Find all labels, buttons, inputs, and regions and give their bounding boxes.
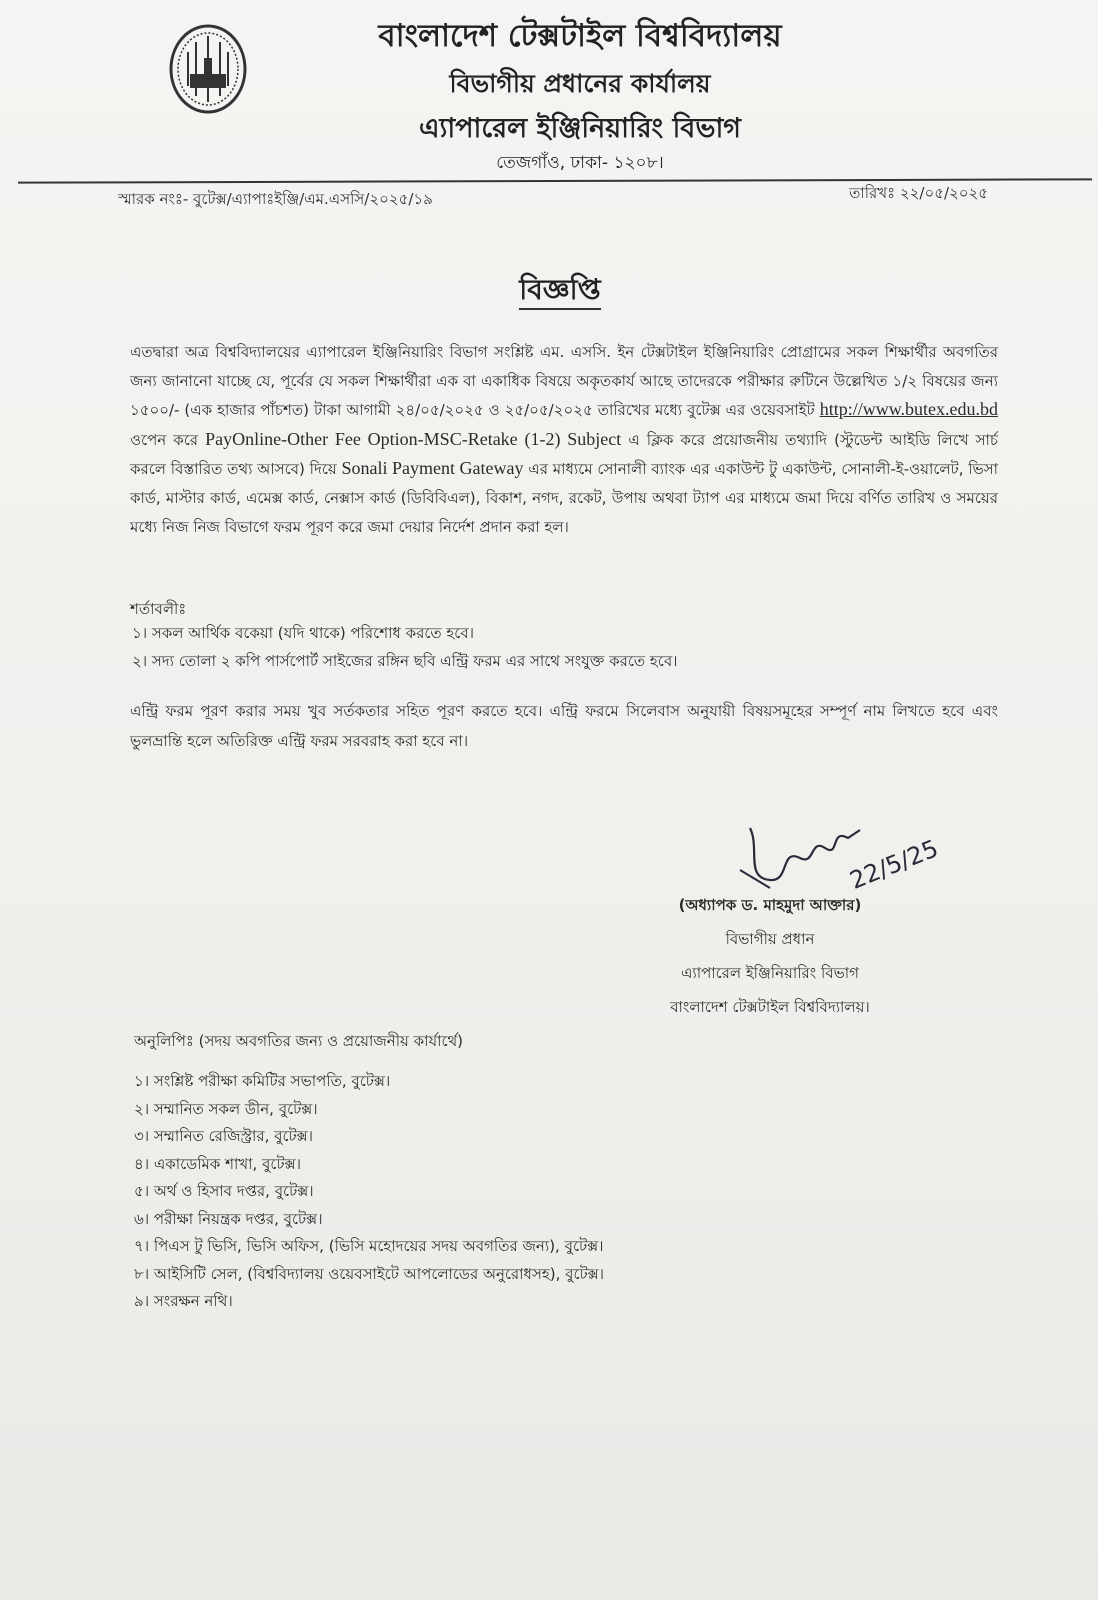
notice-body-part1: এতদ্বারা অত্র বিশ্ববিদ্যালয়ের এ্যাপারেল ইঞ্জিনিয়ারিং বিভাগ সংশ্লিষ্ট এম. এসসি. ইন টেক্সটাইল ইঞ্জিনিয়ারিং প্রোগ্রামের সকল শিক্ষার্থীর অবগতির জন্য জানানো যাচ্ছে যে, পূর্বের যে সকল শিক্ষার্থীরা এক বা একাধিক বিষয়ে অকৃতকার্য আছে তাদেরকে পরীক্ষার রুটিনে উল্লেখিত ১/২ বিষয়ের জন্য ১৫০০/- (এক হাজার পাঁচশত) টাকা আগামী ২৪/০৫/২০২৫ ও ২৫/০৫/২০২৫ তারিখের মধ্যে বুটেক্স এর ওয়েবসাইট (130, 343, 998, 420)
notice-body-part3: এ ক্লিক করে প্রয়োজনীয় তথ্যাদি (স্টুডেন্ট আইডি লিখে সার্চ করলে বিস্তারিত তথ্য আসবে) দিয়ে (130, 430, 998, 479)
notice-body-part2: ওপেন করে (130, 430, 206, 449)
memo-date: তারিখঃ ২২/০৫/২০২৫ (849, 184, 988, 202)
copy-item: ৫। অর্থ ও হিসাব দপ্তর, বুটেক্স। (134, 1182, 314, 1200)
website-link[interactable]: http://www.butex.edu.bd (819, 399, 998, 420)
copies-list (134, 1068, 604, 1316)
signature-block (620, 888, 920, 1024)
copy-item: ৬। পরীক্ষা নিয়ন্ত্রক দপ্তর, বুটেক্স। (134, 1209, 323, 1228)
signatory-department: এ্যাপারেল ইঞ্জিনিয়ারিং বিভাগ (681, 964, 859, 982)
copies-title: অনুলিপিঃ (সদয় অবগতির জন্য ও প্রয়োজনীয় কার্যার্থে) (134, 1032, 464, 1050)
condition-item: ২। সদ্য তোলা ২ কপি পার্সপোর্ট সাইজের রঙ্গিন ছবি এন্ট্রি ফরম এর সাথে সংযুক্ত করতে হবে। (132, 652, 678, 670)
copy-item: ৩। সম্মানিত রেজিস্ট্রার, বুটেক্স। (134, 1127, 314, 1145)
university-seal-icon (168, 22, 248, 116)
copy-item: ১। সংশ্লিষ্ট পরীক্ষা কমিটির সভাপতি, বুটেক্স। (134, 1072, 391, 1090)
condition-item: ১। সকল আর্থিক বকেয়া (যদি থাকে) পরিশোধ করতে হবে। (132, 624, 475, 642)
office-title: বিভাগীয় প্রধানের কার্যালয় (449, 69, 711, 98)
notice-title (0, 268, 1098, 315)
conditions-title: শর্তাবলীঃ (130, 600, 187, 618)
copy-item: ৯। সংরক্ষন নথি। (134, 1292, 233, 1310)
signatory-university: বাংলাদেশ টেক্সটাইল বিশ্ববিদ্যালয়। (670, 998, 870, 1016)
notice-body-part4: এর মাধ্যমে সোনালী ব্যাংক এর একাউন্ট টু একাউন্ট, সোনালী-ই-ওয়ালেট, ভিসা কার্ড, মাস্টার কার্ড, এমেক্স কার্ড, নেক্সাস কার্ড (ডিবিবিএল), বিকাশ, নগদ, রকেট, উপায় অথবা ট্যাপ এর মাধ্যমে জমা দিয়ে বর্ণিত তারিখ ও সময়ের মধ্যে নিজ নিজ বিভাগে ফরম পূরণ করে জমা দেয়ার নির্দেশ প্রদান করা হল। (130, 460, 998, 536)
university-title: বাংলাদেশ টেক্সটাইল বিশ্ববিদ্যালয় (378, 18, 782, 54)
department-title: এ্যাপারেল ইঞ্জিনিয়ারিং বিভাগ (419, 113, 741, 144)
signatory-designation: বিভাগীয় প্রধান (725, 930, 815, 948)
payment-gateway: Sonali Payment Gateway (341, 458, 524, 479)
signature-date: 22/5/25 (845, 834, 943, 895)
copy-item: ৭। পিএস টু ভিসি, ভিসি অফিস, (ভিসি মহোদয়ের সদয় অবগতির জন্য), বুটেক্স। (134, 1237, 604, 1255)
notice-body (130, 338, 998, 541)
copy-item: ৮। আইসিটি সেল, (বিশ্ববিদ্যালয় ওয়েবসাইটে আপলোডের অনুরোধসহ), বুটেক্স। (134, 1264, 605, 1283)
entry-form-note: এন্ট্রি ফরম পূরণ করার সময় খুব সর্তকতার সহিত পূরণ করতে হবে। এন্ট্রি ফরমে সিলেবাস অনুযায়ী বিষয়সমূহের সম্পূর্ণ নাম লিখতে হবে এবং ভুলভ্রান্তি হলে অতিরিক্ত এন্ট্রি ফরম সরবরাহ করা হবে না। (130, 702, 998, 750)
notice-title-text: বিজ্ঞপ্তি (519, 273, 600, 310)
memo-reference: স্মারক নংঃ- বুটেক্স/এ্যাপাঃইঞ্জি/এম.এসসি/২০২৫/১৯ (118, 190, 433, 208)
signatory-name: (অধ্যাপক ড. মাহমুদা আক্তার) (678, 896, 862, 914)
payonline-option: PayOnline-Other Fee Option-MSC-Retake (1-2) Subject (205, 428, 622, 449)
copy-item: ৪। একাডেমিক শাখা, বুটেক্স। (134, 1154, 301, 1173)
copy-item: ২। সম্মানিত সকল ডীন, বুটেক্স। (134, 1099, 318, 1118)
address: তেজগাঁও, ঢাকা- ১২০৮। (496, 153, 664, 173)
